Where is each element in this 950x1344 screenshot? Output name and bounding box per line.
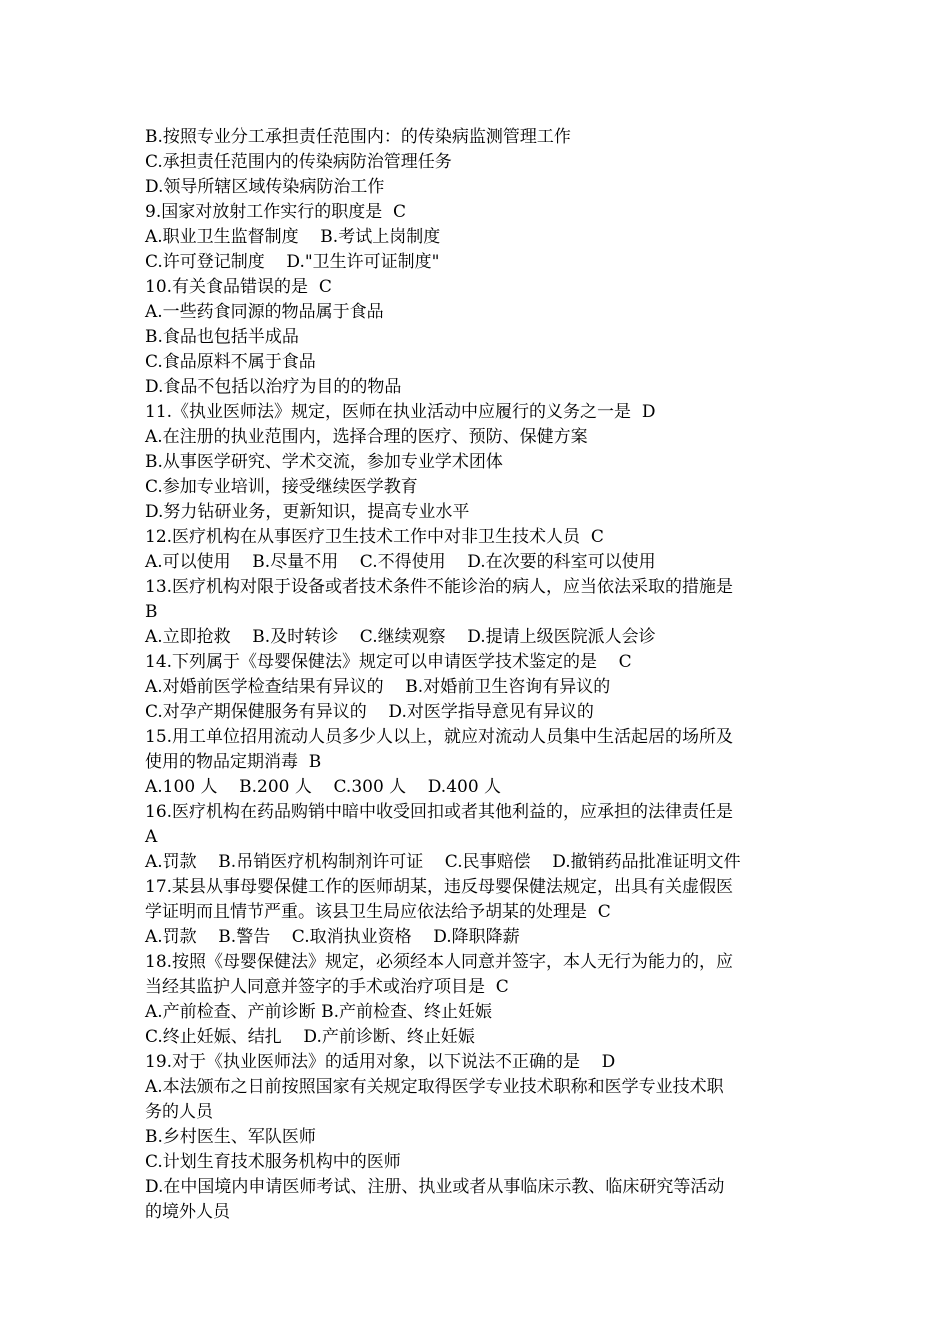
text-line: A.对婚前医学检查结果有异议的 B.对婚前卫生咨询有异议的 (145, 677, 611, 697)
question-16: 16.医疗机构在药品购销中暗中收受回扣或者其他利益的，应承担的法律责任是 (145, 802, 734, 822)
text-line: 务的人员 (145, 1102, 213, 1122)
text-line: C.终止妊娠、结扎 D.产前诊断、终止妊娠 (145, 1027, 475, 1047)
question-17: 17.某县从事母婴保健工作的医师胡某，违反母婴保健法规定，出具有关虚假医 (145, 877, 734, 897)
text-line: A.产前检查、产前诊断 B.产前检查、终止妊娠 (145, 1002, 492, 1022)
text-line: A.罚款 B.吊销医疗机构制剂许可证 C.民事赔偿 D.撤销药品批准证明文件 (145, 852, 741, 872)
text-line: C.计划生育技术服务机构中的医师 (145, 1152, 401, 1172)
text-line: A.罚款 B.警告 C.取消执业资格 D.降职降薪 (145, 927, 520, 947)
text-line: D.食品不包括以治疗为目的的物品 (145, 377, 402, 397)
text-line: A.立即抢救 B.及时转诊 C.继续观察 D.提请上级医院派人会诊 (145, 627, 656, 647)
text-line: D.努力钻研业务，更新知识，提高专业水平 (145, 502, 470, 522)
question-15: 15.用工单位招用流动人员多少人以上，就应对流动人员集中生活起居的场所及 (145, 727, 734, 747)
text-line: A.职业卫生监督制度 B.考试上岗制度 (145, 227, 441, 247)
text-line: A.本法颁布之日前按照国家有关规定取得医学专业技术职称和医学专业技术职 (145, 1077, 724, 1097)
text-line: B.乡村医生、军队医师 (145, 1127, 316, 1147)
text-line: A.在注册的执业范围内，选择合理的医疗、预防、保健方案 (145, 427, 588, 447)
question-12: 12.医疗机构在从事医疗卫生技术工作中对非卫生技术人员 C (145, 527, 604, 547)
text-line: A.可以使用 B.尽量不用 C.不得使用 D.在次要的科室可以使用 (145, 552, 656, 572)
text-line: D.在中国境内申请医师考试、注册、执业或者从事临床示教、临床研究等活动 (145, 1177, 725, 1197)
text-line: C.对孕产期保健服务有异议的 D.对医学指导意见有异议的 (145, 702, 594, 722)
text-line: 学证明而且情节严重。该县卫生局应依法给予胡某的处理是 C (145, 902, 611, 922)
text-line: 使用的物品定期消毒 B (145, 752, 322, 772)
text-line: 当经其监护人同意并签字的手术或治疗项目是 C (145, 977, 509, 997)
text-line: D.领导所辖区域传染病防治工作 (145, 177, 385, 197)
question-11: 11.《执业医师法》规定，医师在执业活动中应履行的义务之一是 D (145, 402, 656, 422)
text-line: A.一些药食同源的物品属于食品 (145, 302, 384, 322)
question-18: 18.按照《母婴保健法》规定，必须经本人同意并签字，本人无行为能力的，应 (145, 952, 734, 972)
text-line: A (145, 827, 158, 847)
question-19: 19.对于《执业医师法》的适用对象，以下说法不正确的是 D (145, 1052, 616, 1072)
text-line: C.承担责任范围内的传染病防治管理任务 (145, 152, 452, 172)
question-9: 9.国家对放射工作实行的职度是 C (145, 202, 407, 222)
text-line: B.从事医学研究、学术交流，参加专业学术团体 (145, 452, 503, 472)
text-line: C.许可登记制度 D."卫生许可证制度" (145, 252, 440, 272)
text-line: B (145, 602, 158, 622)
text-line: B.食品也包括半成品 (145, 327, 299, 347)
text-line: B.按照专业分工承担责任范围内：的传染病监测管理工作 (145, 127, 571, 147)
document-body (145, 125, 810, 1225)
question-10: 10.有关食品错误的是 C (145, 277, 332, 297)
text-line: 的境外人员 (145, 1202, 230, 1222)
text-line: C.参加专业培训，接受继续医学教育 (145, 477, 418, 497)
question-13: 13.医疗机构对限于设备或者技术条件不能诊治的病人，应当依法采取的措施是 (145, 577, 734, 597)
question-14: 14.下列属于《母婴保健法》规定可以申请医学技术鉴定的是 C (145, 652, 632, 672)
text-line: C.食品原料不属于食品 (145, 352, 316, 372)
text-line: A.100 人 B.200 人 C.300 人 D.400 人 (145, 777, 502, 797)
